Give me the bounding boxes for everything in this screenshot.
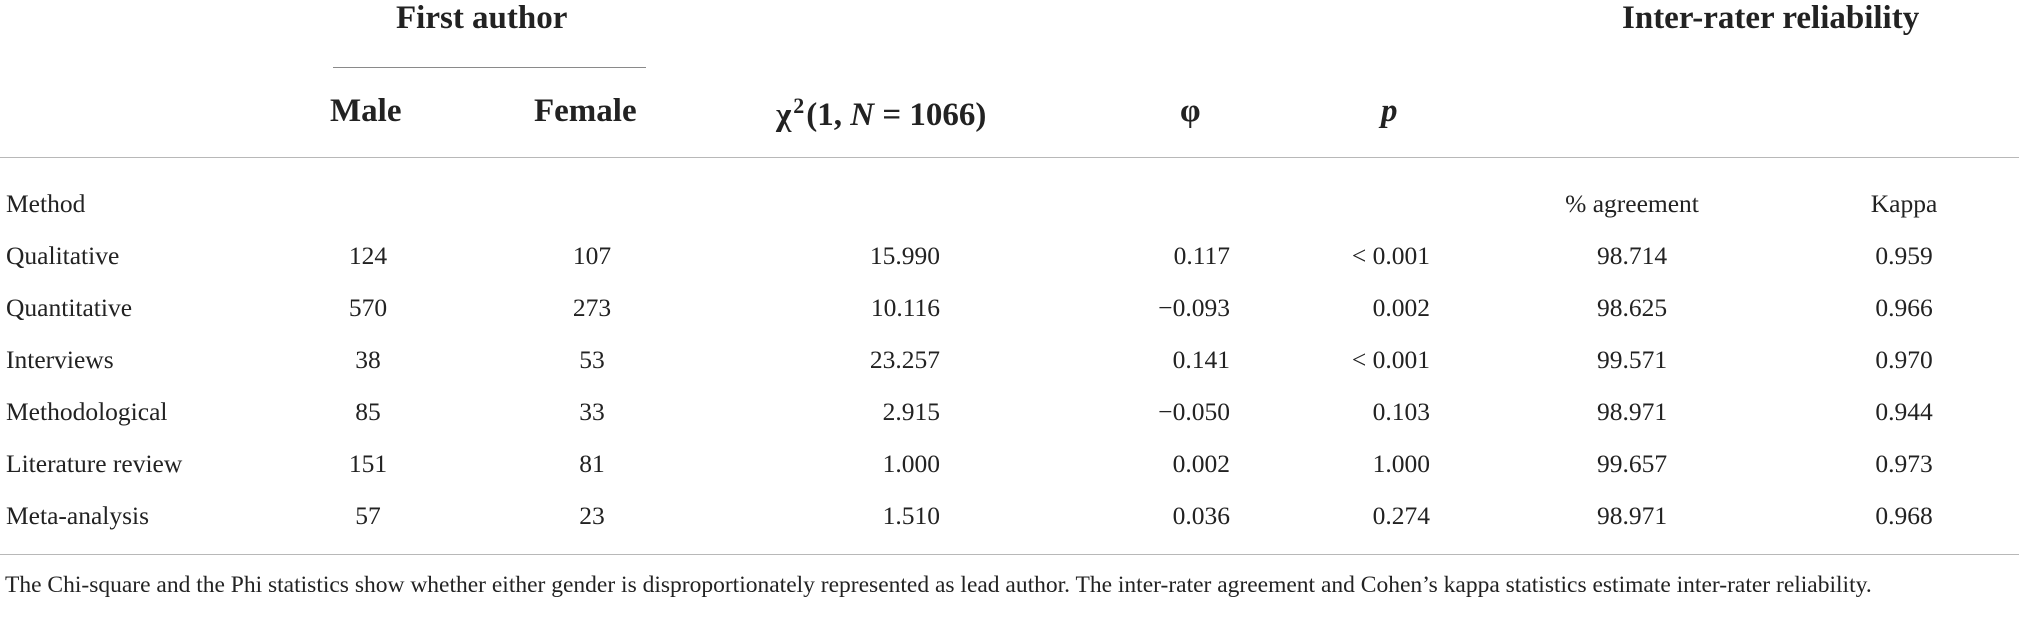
table-cell-method: Methodological [6,397,168,426]
table-cell-female: 81 [579,449,605,478]
table-cell-kappa: 0.968 [1875,501,1933,530]
table-cell-kappa: 0.944 [1875,397,1933,426]
table-cell-female: 33 [579,397,605,426]
table-cell-method: Literature review [6,449,183,478]
table-cell-male: 124 [348,241,388,270]
table-cell-phi: 0.002 [1172,449,1230,478]
table-cell-chi: 1.510 [882,501,940,530]
table-cell-male: 85 [355,397,381,426]
table-cell-male: 57 [355,501,381,530]
first-author-group-header: First author [396,0,568,36]
table-cell-male: 151 [348,449,388,478]
table-footnote: The Chi-square and the Phi statistics show whether either gender is disproportionately represented as lead author. The inter-rater agreement and Cohen’s kappa statistics estimate inter-rater reliability. [5,572,1872,598]
table-cell-chi: 10.116 [870,293,940,322]
table-cell-method: Qualitative [6,241,120,270]
table-cell-chi: 2.915 [882,397,940,426]
table-cell-agreement: 98.971 [1596,397,1668,426]
table-cell-male: 570 [348,293,388,322]
table-cell-female: 53 [579,345,605,374]
table-cell-method: Interviews [6,345,114,374]
col-header-chi-square: $\chi^2(1$, N = 1066) [776,93,987,133]
table-cell-chi: 15.990 [869,241,940,270]
table-cell-p: 1.000 [1372,449,1430,478]
table-cell-kappa: 0.973 [1875,449,1933,478]
table-cell-p: 0.103 [1372,397,1430,426]
table-cell-phi: 0.141 [1172,345,1230,374]
table-cell-p: < 0.001 [1351,345,1430,374]
table-cell-agreement: 99.571 [1596,345,1668,374]
table-cell-chi: 23.257 [869,345,940,374]
table-cell-p: < 0.001 [1351,241,1430,270]
table-cell-kappa: 0.959 [1875,241,1933,270]
table-cell-female: 273 [572,293,612,322]
table-cell-female: 23 [579,501,605,530]
col-header-male: Male [330,93,402,129]
table-cell-female: 107 [572,241,612,270]
footer-rule [0,554,2019,555]
table-cell-agreement: 99.657 [1596,449,1668,478]
table-cell-agreement: 98.714 [1596,241,1668,270]
col-header-female: Female [534,93,637,129]
table-cell-phi: −0.093 [1158,293,1230,322]
table-cell-agreement: 98.625 [1596,293,1668,322]
col-header-p: p [1381,93,1398,129]
table-cell-agreement: 98.971 [1596,501,1668,530]
table-cell-phi: 0.117 [1173,241,1230,270]
table-cell-phi: −0.050 [1158,397,1230,426]
table-cell-method: Meta-analysis [6,501,150,530]
table-cell-phi: 0.036 [1172,501,1230,530]
table-cell-method: Quantitative [6,293,133,322]
first-author-underline [333,67,646,68]
subheader-agreement: % agreement [1565,189,1699,218]
table-cell-p: 0.274 [1372,501,1430,530]
table-cell-kappa: 0.970 [1875,345,1933,374]
col-header-phi: φ [1180,93,1201,129]
table-cell-p: 0.002 [1372,293,1430,322]
subheader-method: Method [6,189,86,218]
subheader-kappa: Kappa [1870,189,1938,218]
table-cell-kappa: 0.966 [1875,293,1933,322]
inter-rater-reliability-group-header: Inter-rater reliability [1622,0,1920,36]
header-rule [0,157,2019,158]
table-cell-chi: 1.000 [882,449,940,478]
table-cell-male: 38 [355,345,381,374]
